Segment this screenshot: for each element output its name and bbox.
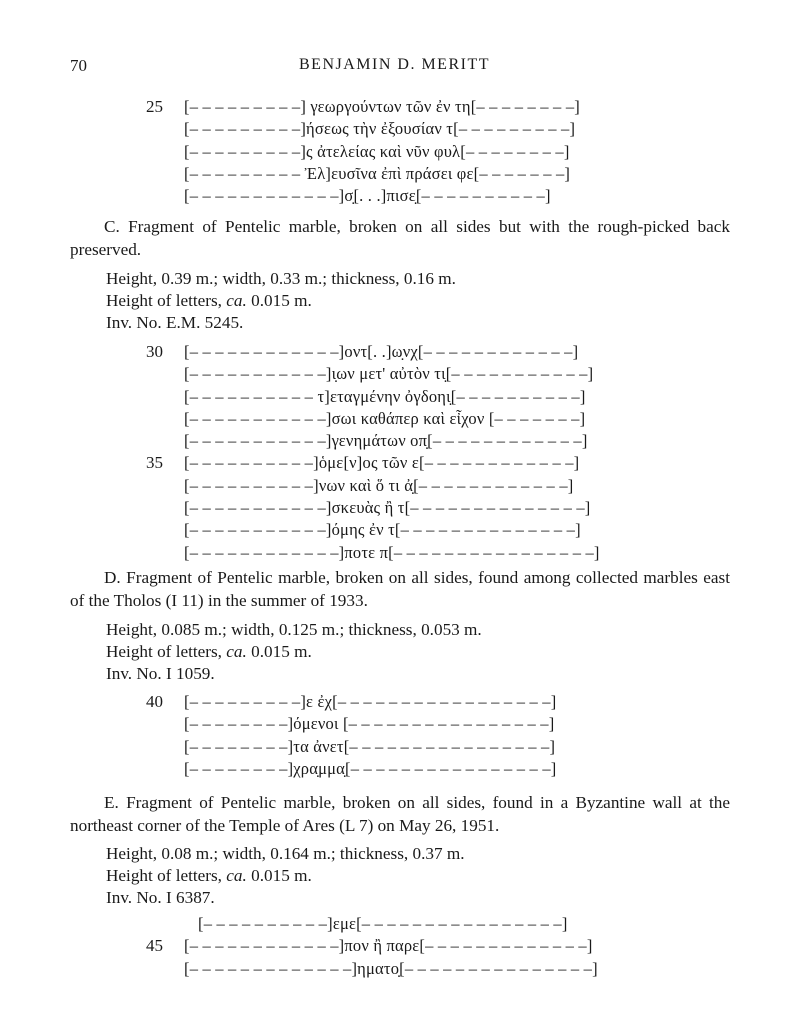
inscription-text: [– – – – – – – – – – –]σκευὰς ἢ τ[– – – – – – – – – – – – – –] bbox=[184, 498, 591, 518]
inscription-text: [– – – – – – – –]όμενοι [– – – – – – – – – – – – – – – –] bbox=[184, 714, 555, 734]
inscription-line bbox=[146, 713, 626, 735]
inscription-block-e bbox=[146, 913, 626, 980]
inscription-text: [– – – – – – – – –]ήσεως τὴν ἐξουσίαν τ[– – – – – – – – –] bbox=[184, 119, 576, 139]
inscription-text: [– – – – – – – – – – –]όμης ἐν τ[– – – – – – – – – – – – – –] bbox=[184, 520, 581, 540]
inscription-line bbox=[146, 935, 626, 957]
inscription-text: [– – – – – – – –]τα ἀνετ[– – – – – – – – – – – – – – – –] bbox=[184, 736, 556, 756]
inscription-line bbox=[146, 386, 626, 408]
inscription-line bbox=[146, 958, 626, 980]
inscription-line bbox=[146, 341, 626, 363]
inscription-line bbox=[146, 452, 626, 474]
line-number: 30 bbox=[146, 342, 163, 361]
inscription-line bbox=[146, 408, 626, 430]
section-c-description bbox=[70, 216, 730, 261]
inscription-line bbox=[146, 758, 626, 780]
inscription-text: [– – – – – – – – – – – –]οντ[. .]ω̣νχ[– – – – – – – – – – – –] bbox=[184, 342, 579, 361]
inscription-line bbox=[146, 497, 626, 519]
dimensions: Height, 0.39 m.; width, 0.33 m.; thickness, 0.16 m. bbox=[106, 269, 456, 288]
section-c-metadata bbox=[106, 268, 456, 334]
section-d-metadata bbox=[106, 619, 482, 685]
inscription-text: [– – – – – – – – – –]νων καὶ ὅ τι ἀ̣[– – – – – – – – – – – –] bbox=[184, 475, 574, 495]
inscription-text: [– – – – – – – – –] γεωργούντων τῶν ἐν τη[– – – – – – – –] bbox=[184, 97, 580, 116]
section-d-description bbox=[70, 567, 730, 612]
description-text: C. Fragment of Pentelic marble, broken on all sides but with the rough-picked back preserved. bbox=[70, 217, 730, 259]
section-e-description bbox=[70, 792, 730, 837]
inscription-line bbox=[146, 363, 626, 385]
running-title: BENJAMIN D. MERITT bbox=[299, 56, 490, 73]
letter-height: Height of letters, ca. 0.015 m. bbox=[106, 866, 312, 885]
inventory-number: Inv. No. E.M. 5245. bbox=[106, 313, 244, 332]
inscription-line bbox=[146, 141, 626, 163]
inscription-text: [– – – – – – – – – – –]ι̣ων μετ' αὐτὸν τι̣[– – – – – – – – – – –] bbox=[184, 364, 594, 384]
inscription-text: [– – – – – – – – – Ἐλ]ευσῖνα ἐπὶ πράσει φε[– – – – – – –] bbox=[184, 163, 571, 183]
inscription-line bbox=[146, 475, 626, 497]
line-number: 25 bbox=[146, 97, 163, 116]
inscription-line bbox=[146, 542, 626, 564]
inscription-block-b bbox=[146, 96, 626, 207]
page-header bbox=[70, 56, 719, 80]
inscription-block-c bbox=[146, 341, 626, 564]
inscription-line bbox=[146, 913, 626, 935]
inscription-text: [– – – – – – – – – – – –]σ̣[. . .]πισε̣[– – – – – – – – – –] bbox=[184, 186, 551, 206]
inscription-text: [– – – – – – – – – – –]γενημάτων οπ̣[– – – – – – – – – – – –] bbox=[184, 431, 588, 451]
inventory-number: Inv. No. I 6387. bbox=[106, 888, 215, 907]
inscription-text: [– – – – – – – – – – τ]εταγμένην ὀγδοηι̣[– – – – – – – – – –] bbox=[184, 386, 586, 406]
inscription-line bbox=[146, 118, 626, 140]
line-number: 40 bbox=[146, 692, 163, 711]
inscription-text: [– – – – – – – – – – – –]πον ἢ παρε[– – – – – – – – – – – – –] bbox=[184, 936, 593, 956]
description-text: D. Fragment of Pentelic marble, broken on all sides, found among collected marbles east of the Tholos (I 11) in the summer of 1933. bbox=[70, 568, 730, 610]
letter-height: Height of letters, ca. 0.015 m. bbox=[106, 642, 312, 661]
page-number: 70 bbox=[70, 56, 87, 75]
description-text: E. Fragment of Pentelic marble, broken on all sides, found in a Byzantine wall at the northeast corner of the Temple of Ares (L 7) on May 26, 1951. bbox=[70, 793, 730, 835]
inscription-block-d bbox=[146, 691, 626, 780]
inscription-line bbox=[146, 96, 626, 118]
inscription-line bbox=[146, 163, 626, 185]
dimensions: Height, 0.08 m.; width, 0.164 m.; thickness, 0.37 m. bbox=[106, 844, 465, 863]
inscription-text: [– – – – – – – – –]ε ἐχ[– – – – – – – – – – – – – – – – –] bbox=[184, 692, 557, 711]
inscription-text: [– – – – – – – – –]ς ἀτελείας καὶ νῦν φυλ[– – – – – – – –] bbox=[184, 141, 570, 161]
inscription-text: [– – – – – – – – – –]ὁμε[ν]ος τῶν ε[– – – – – – – – – – – –] bbox=[184, 453, 580, 473]
line-number: 35 bbox=[146, 453, 163, 473]
letter-height: Height of letters, ca. 0.015 m. bbox=[106, 291, 312, 310]
inscription-line bbox=[146, 691, 626, 713]
inscription-text: [– – – – – – – –]χρα̣μμα̣[– – – – – – – – – – – – – – – –] bbox=[184, 758, 557, 778]
inscription-line bbox=[146, 736, 626, 758]
dimensions: Height, 0.085 m.; width, 0.125 m.; thickness, 0.053 m. bbox=[106, 620, 482, 639]
inscription-line bbox=[146, 185, 626, 207]
inscription-line bbox=[146, 519, 626, 541]
inventory-number: Inv. No. I 1059. bbox=[106, 664, 215, 683]
inscription-line bbox=[146, 430, 626, 452]
inscription-text: [– – – – – – – – – – – – –]ηματο̣[– – – – – – – – – – – – – – –] bbox=[184, 958, 598, 978]
inscription-text: [– – – – – – – – – – –]σωι καθάπερ καὶ εἶχον [– – – – – – –] bbox=[184, 408, 586, 428]
line-number: 45 bbox=[146, 936, 163, 956]
inscription-text: [– – – – – – – – – – – –]ποτε π[– – – – – – – – – – – – – – – –] bbox=[184, 542, 600, 562]
inscription-text: [– – – – – – – – – –]εμε[– – – – – – – – – – – – – – – –] bbox=[198, 914, 568, 933]
section-e-metadata bbox=[106, 843, 465, 909]
